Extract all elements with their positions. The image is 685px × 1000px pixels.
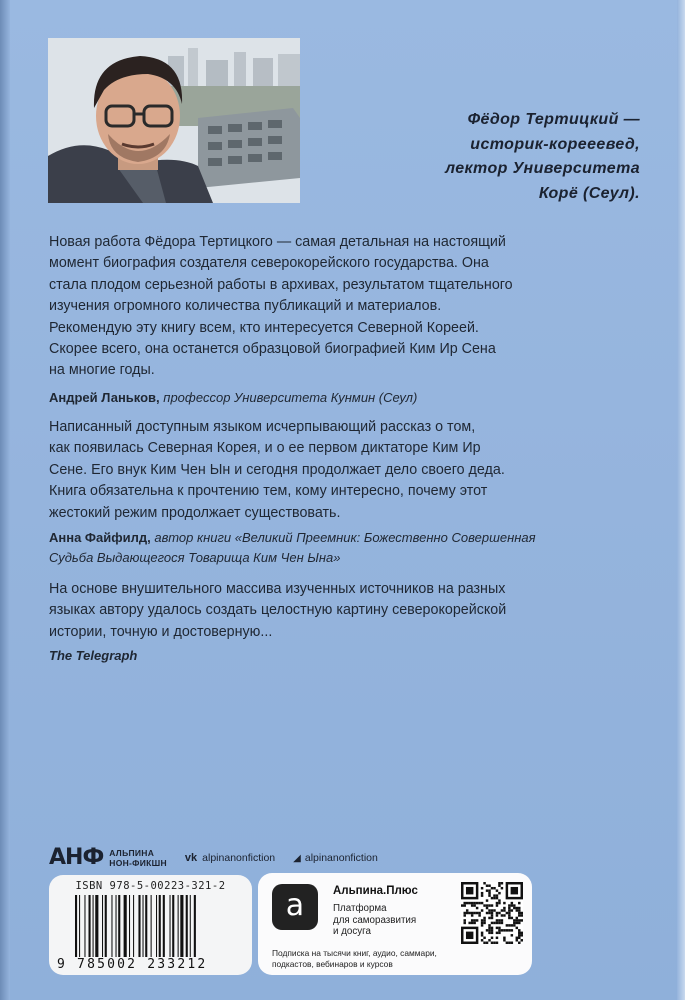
review-signature: [49, 646, 609, 666]
alpina-plus-footnote: [272, 948, 437, 969]
review-line: Сене. Его внук Ким Чен Ын и сегодня продолжает дело своего деда.: [49, 461, 505, 478]
author-bio-line: лектор Университета: [445, 160, 640, 177]
review-line: жестокий режим продолжает существовать.: [49, 504, 341, 521]
reviewer-role-cont: Судьба Выдающегося Товарища Ким Чен Ына»: [49, 549, 341, 565]
review-line: Книга обязательна к прочтению тем, кому интересно, почему этот: [49, 483, 488, 500]
isbn-label: ISBN 978-5-00223-321-2: [75, 880, 226, 892]
cover-right-edge: [677, 0, 685, 1000]
telegram-icon: ◢: [293, 852, 301, 864]
plus-foot-line: Подписка на тысячи книг, аудио, саммари,: [272, 948, 437, 958]
review-line: Рекомендую эту книгу всем, кто интересуется Северной Кореей.: [49, 319, 479, 336]
publisher-logo: АНФ: [49, 845, 104, 870]
publisher-name-1: АЛЬПИНА: [109, 848, 155, 858]
cover-spine-edge: [0, 0, 10, 1000]
review-signature-cont: [49, 548, 609, 568]
author-bio-line: Фёдор Тертицкий —: [467, 111, 640, 128]
social-telegram[interactable]: [293, 852, 378, 864]
author-bio: [310, 108, 640, 206]
reviewer-name: Андрей Ланьков,: [49, 389, 160, 405]
review-line: Новая работа Фёдора Тертицкого — самая детальная на настоящий: [49, 234, 506, 250]
plus-foot-line: подкастов, вебинаров и курсов: [272, 958, 393, 969]
vk-icon: vk: [184, 852, 198, 864]
review-line: как появилась Северная Корея, и о ее первом диктаторе Ким Ир: [49, 440, 481, 457]
review-telegraph: [49, 579, 609, 666]
plus-desc-line: Платформа: [333, 903, 387, 914]
reviewer-role: автор книги «Великий Преемник: Божественно Совершенная: [150, 530, 536, 546]
author-photo: [48, 38, 300, 203]
reviewer-role: профессор Университета Кунмин (Сеул): [159, 389, 418, 405]
review-line: языках автору удалось создать целостную картину северокорейской: [49, 602, 507, 619]
review-line: изучения огромного количества публикаций и материалов.: [49, 298, 442, 315]
review-signature: [49, 388, 609, 408]
review-lankov: [49, 232, 609, 407]
author-bio-line: историк-корееевед,: [470, 135, 640, 153]
review-line: момент биография создателя северокорейского государства. Она: [49, 255, 489, 272]
barcode: [75, 895, 235, 957]
plus-desc-line: и досуга: [333, 926, 371, 937]
publisher-logo-text: [109, 848, 167, 868]
telegram-handle: alpinanonfiction: [304, 852, 378, 864]
barcode-digits: 9 785002 233212: [57, 957, 208, 972]
isbn-barcode-block: [49, 875, 252, 975]
author-bio-line: Корё (Сеул).: [538, 184, 640, 202]
alpina-plus-title: Альпина.Плюс: [333, 885, 418, 897]
publisher-name-2: НОН-ФИКШН: [109, 858, 167, 868]
alpina-plus-promo: [258, 873, 532, 975]
social-vk[interactable]: [185, 852, 275, 864]
review-line: Написанный доступным языком исчерпывающий рассказ о том,: [49, 419, 476, 435]
review-line: Скорее всего, она останется образцовой биографией Ким Ир Сена: [49, 341, 496, 358]
plus-desc-line: для саморазвития: [333, 914, 417, 926]
alpina-plus-app-icon: a: [272, 884, 318, 930]
vk-handle: alpinanonfiction: [202, 852, 276, 864]
review-line: истории, точную и достоверную...: [49, 623, 273, 640]
review-line: стала плодом серьезной работы в архивах, результатом тщательного: [49, 276, 513, 293]
alpina-plus-description: [333, 903, 416, 938]
review-source: The Telegraph: [49, 648, 138, 664]
review-line: на многие годы.: [49, 362, 155, 379]
reviewer-name: Анна Файфилд,: [49, 530, 151, 546]
qr-code[interactable]: [461, 882, 523, 944]
publisher-row: [49, 843, 609, 873]
review-signature: [49, 528, 609, 548]
review-line: На основе внушительного массива изученных источников на разных: [49, 581, 506, 597]
review-fifield: [49, 417, 609, 567]
